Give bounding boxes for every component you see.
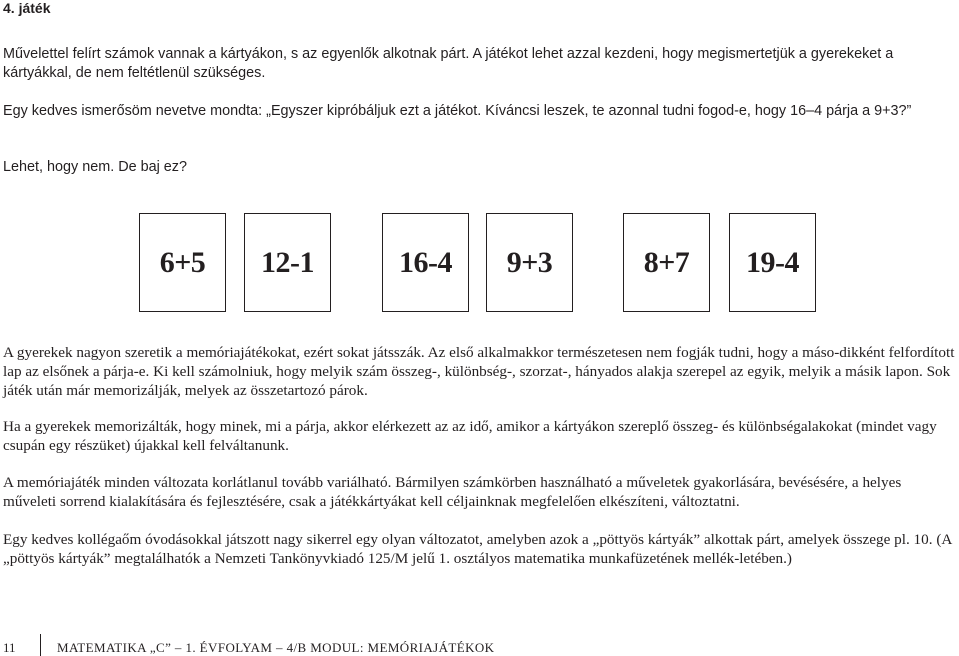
footer-divider [40, 634, 41, 656]
card-6: 19-4 [729, 213, 816, 312]
paragraph-intro: Művelettel felírt számok vannak a kártyákon, s az egyenlők alkotnak párt. A játékot lehet azzal kezdeni, hogy megismertetjük a gyerekeket a kártyákkal, de nem feltétlenül szükséges. [3, 46, 894, 81]
paragraph-memorized: Ha a gyerekek memorizálták, hogy minek, mi a párja, akkor elérkezett az az idő, amikor a kártyákon szereplő összeg- és különbségalakokat (mindet vagy csupán egy részüket) újakkal kell felváltanunk. [3, 418, 937, 454]
card-4: 9+3 [486, 213, 573, 312]
section-heading: 4. játék [3, 0, 51, 16]
paragraph-quote: Egy kedves ismerősöm nevetve mondta: „Egyszer kipróbáljuk ezt a játékot. Kíváncsi leszek, te azonnal tudni fogod-e, hogy 16–4 párja a 9+3?” [3, 103, 912, 119]
paragraph-variations: A memóriajáték minden változata korlátlanul tovább variálható. Bármilyen számkörben használható a műveletek gyakorlására, bevésésére, a helyes műveleti sorrend kialakítására és fejlesztésére, csak a játékkártyákat kell céljainknak megfelelően elkészíteni, változtatni. [3, 474, 902, 510]
card-2: 12-1 [244, 213, 331, 312]
paragraph-memory-games: A gyerekek nagyon szeretik a memóriajátékokat, ezért sokat játsszák. Az első alkalmakkor természetesen nem fogják tudni, hogy a máso-dikként felfordított lap az elsőnek a párja-e. Ki kell számolniuk, hogy melyik szám összeg-, különbség-, szorzat-, hányados alakja szerepel az egyik, melyik a másik lapon. Sok játék után már memorizálják, melyek az összetartozó párok. [3, 344, 955, 399]
card-1: 6+5 [139, 213, 226, 312]
paragraph-dotted-cards: Egy kedves kollégaőm óvodásokkal játszott nagy sikerrel egy olyan változatot, amelyben azok a „pöttyös kártyák” alkottak párt, amelyek összege pl. 10. (A „pöttyös kártyák” megtalálhatók a Nemzeti Tankönyvkiadó 125/M jelű 1. osztályos matematika munkafüzetének mellék-letében.) [3, 531, 952, 567]
card-3: 16-4 [382, 213, 469, 312]
card-5: 8+7 [623, 213, 710, 312]
page-number: 11 [3, 640, 16, 655]
footer-title: MATEMATIKA „C” – 1. ÉVFOLYAM – 4/B MODUL: MEMÓRIAJÁTÉKOK [57, 640, 495, 655]
paragraph-question: Lehet, hogy nem. De baj ez? [3, 159, 188, 175]
